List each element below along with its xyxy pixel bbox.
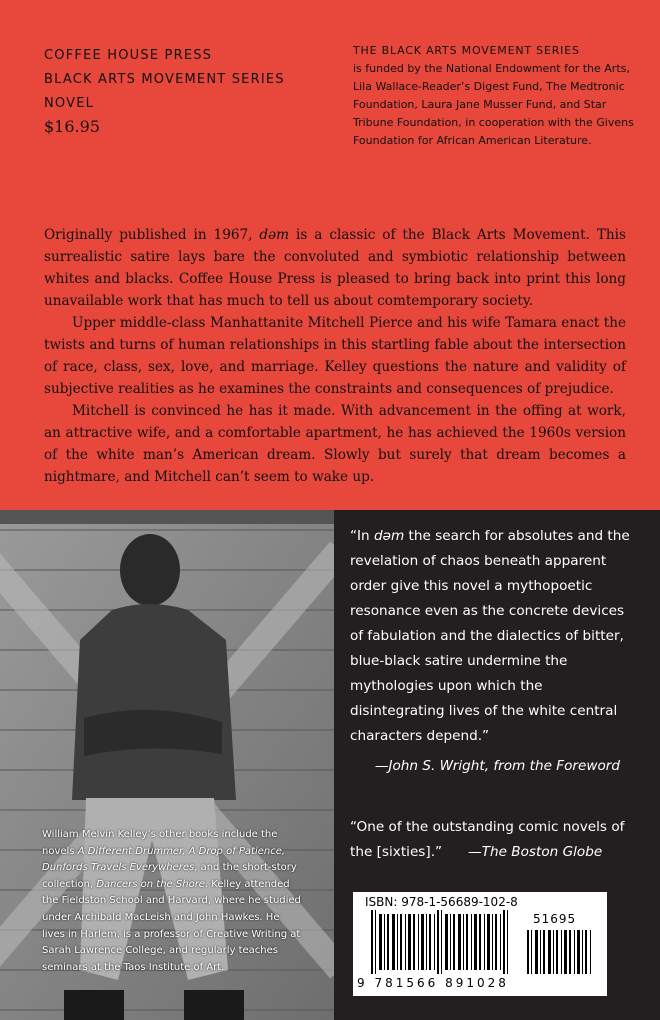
funding-text: is funded by the National Endowment for the Arts, Lila Wallace-Reader’s Digest Fund, The Medtronic Foundation, Laura Jane Musser Fund, and Star Tribune Foundation, in cooperation with the Givens Foundation for African American Literature. <box>353 62 634 147</box>
category-label: NOVEL <box>44 96 95 111</box>
description-text: is a classic of the Black Arts Movement. This surrealistic satire lays bare the convoluted and symbiotic relationship between whites and blacks. Coffee House Press is pleased to bring back into print this long unavailable work that has much to tell us about comtemporary society. <box>44 227 626 309</box>
description-paragraph-2: Upper middle-class Manhattanite Mitchell Pierce and his wife Tamara enact the twists and turns of human relationships in this startling fable about the intersection of race, class, sex, love, and marriage. Kelley questions the nature and validity of subjective realities as he examines the constraints and consequences of prejudice. <box>44 315 626 397</box>
publisher-block <box>44 44 285 138</box>
description-text: Originally published in 1967, <box>44 227 260 243</box>
review-quote-2 <box>350 815 632 865</box>
funding-note <box>353 42 643 150</box>
barcode <box>353 892 607 996</box>
barcode-addon-number: 51695 <box>533 912 577 926</box>
bio-text: William Melvin Kelley’s other books include the novels <box>42 829 278 857</box>
author-bio <box>42 827 302 976</box>
quote-1-attribution: —John S. Wright, from the Foreword <box>374 758 620 774</box>
bio-book-titles: A Different Drummer, A Drop of Patience, Dunfords Travels Everywheres <box>42 845 286 874</box>
quote-text: “One of the outstanding comic novels of the [sixties].” <box>350 819 625 860</box>
funding-series-name: THE BLACK ARTS MOVEMENT SERIES <box>353 44 580 57</box>
quote-text: the search for absolutes and the revelation of chaos beneath apparent order give this novel a mythopoetic resonance even as the concrete devices of fabulation and the dialectics of bitter, blue-black satire undermine the mythologies upon which the disintegrating lives of the white central characters depend.” <box>350 528 630 744</box>
bio-text: , and the short-story collection, <box>42 862 297 890</box>
description-paragraph-3: Mitchell is convinced he has it made. With advancement in the offing at work, an attractive wife, and a comfortable apartment, he has achieved the 1960s version of the white man’s American dream. Slowly but surely that dream becomes a nightmare, and Mitchell can’t seem to wake up. <box>44 403 626 485</box>
book-title: dəm <box>259 227 290 243</box>
isbn-label: ISBN: 978-1-56689-102-8 <box>365 895 518 909</box>
review-quote-1 <box>350 524 632 749</box>
price: $16.95 <box>44 117 100 136</box>
bio-text: . Kelley attended the Fieldston School and Harvard, where he studied under Archibald MacLeish and John Hawkes. He lives in Harlem, is a professor of Creative Writing at Sarah Lawrence College, and regularly teaches seminars at the Taos Institute of Art. <box>42 878 301 973</box>
quote-book-title: dəm <box>374 528 405 544</box>
series-name: BLACK ARTS MOVEMENT SERIES <box>44 72 285 87</box>
description-paragraph-1 <box>44 224 626 312</box>
barcode-number: 9 781566 891028 <box>357 976 509 990</box>
bio-book-title: Dancers on the Shore <box>96 878 205 890</box>
quote-text: “In <box>350 528 374 544</box>
quote-2-attribution: —The Boston Globe <box>468 844 603 860</box>
book-description <box>44 224 626 488</box>
publisher-name: COFFEE HOUSE PRESS <box>44 48 213 63</box>
